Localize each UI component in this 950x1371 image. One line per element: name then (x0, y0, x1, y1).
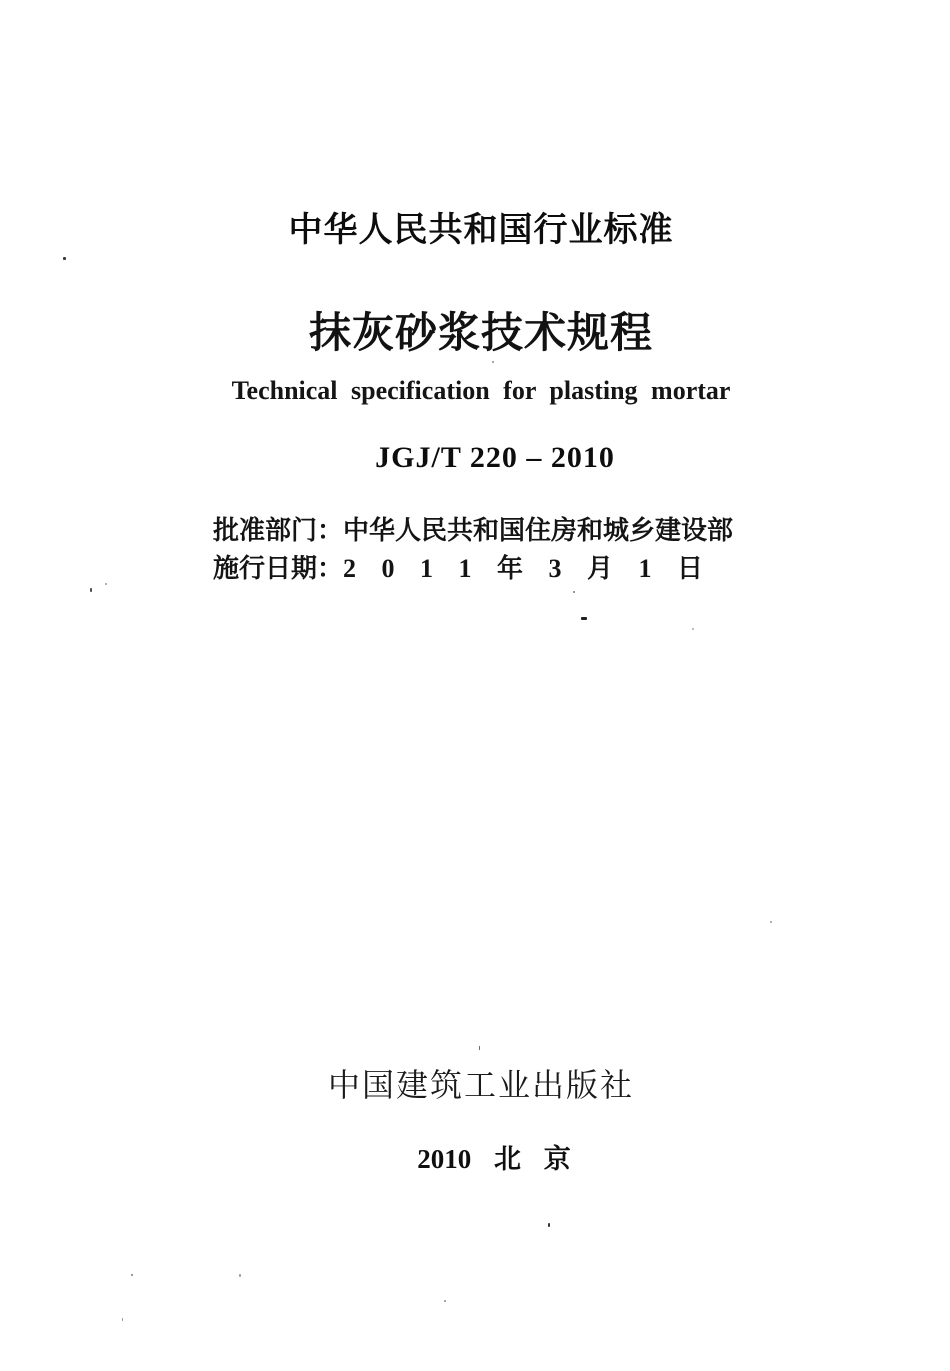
approval-label: 批准部门： (213, 516, 344, 545)
effective-label: 施行日期： (213, 554, 344, 583)
effective-value: 2 0 1 1 年 3 月 1 日 (343, 554, 704, 583)
issue-info-block (213, 512, 743, 588)
document-title-english: Technical specification for plasting mortar (231, 376, 731, 405)
publication-imprint: 2010 北 京 (417, 1144, 571, 1174)
publisher-name: 中国建筑工业出版社 (327, 1067, 635, 1103)
approval-value: 中华人民共和国住房和城乡建设部 (343, 516, 734, 545)
standard-code: JGJ/T 220 – 2010 (375, 441, 615, 474)
document-title: 抹灰砂浆技术规程 (308, 311, 654, 357)
approval-line (213, 512, 743, 550)
standard-category-heading: 中华人民共和国行业标准 (288, 211, 674, 249)
effective-date-line (213, 550, 743, 588)
